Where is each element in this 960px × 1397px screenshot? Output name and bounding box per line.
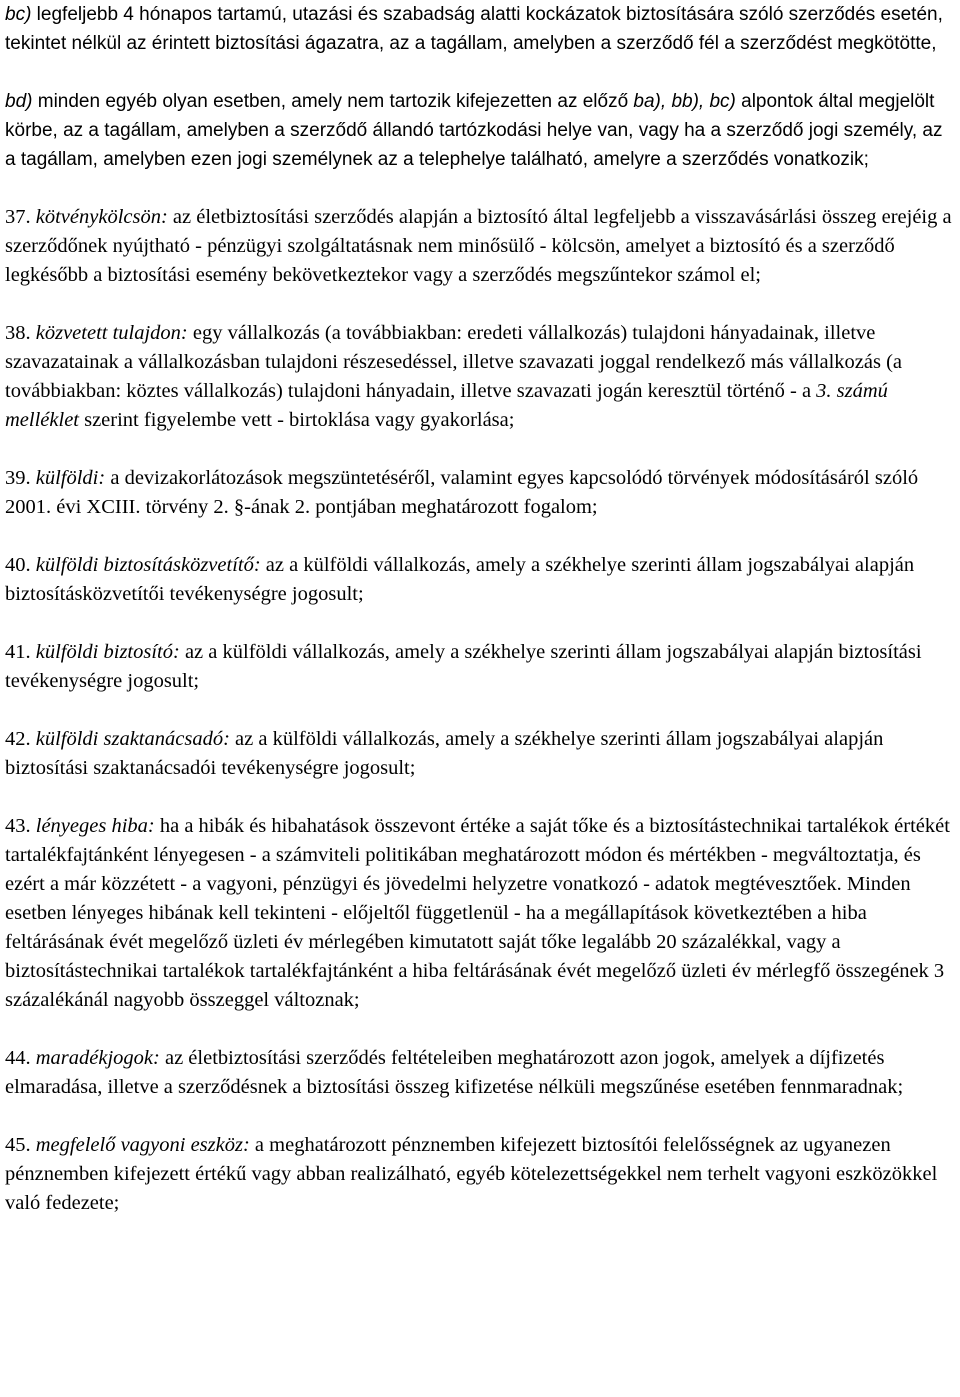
definition-term: maradékjogok: xyxy=(35,1047,160,1069)
definition-number: 39. xyxy=(5,467,36,489)
definition-text: az a külföldi vállalkozás, amely a székhelye szerinti állam jogszabályai alapján biztosítási tevékenységre jogosult; xyxy=(5,641,922,692)
definition-number: 42. xyxy=(5,728,36,750)
definition-37 xyxy=(5,203,955,290)
item-marker: bc) xyxy=(5,4,32,25)
definition-term: lényeges hiba: xyxy=(35,815,155,837)
definition-number: 38. xyxy=(5,322,36,344)
definition-number: 45. xyxy=(5,1134,36,1156)
definition-text: szerint figyelembe vett - birtoklása vagy gyakorlása; xyxy=(78,409,515,431)
definition-text: a devizakorlátozások megszüntetéséről, valamint egyes kapcsolódó törvények módosításáról szóló 2001. évi XCIII. törvény 2. §-ának 2. pontjában meghatározott fogalom; xyxy=(5,467,919,518)
definition-number: 37. xyxy=(5,206,36,228)
definition-number: 44. xyxy=(5,1047,36,1069)
definition-number: 43. xyxy=(5,815,36,837)
definition-term: közvetett tulajdon: xyxy=(35,322,188,344)
definition-text: az a külföldi vállalkozás, amely a székhelye szerinti állam jogszabályai alapján biztosítási szaktanácsadói tevékenységre jogosult; xyxy=(5,728,884,779)
definition-term: külföldi szaktanácsadó: xyxy=(35,728,230,750)
definition-text: az életbiztosítási szerződés alapján a biztosító által legfeljebb a visszavásárlási összeg erejéig a szerződőnek nyújtható - pénzügyi szolgáltatásnak nem minősülő - kölcsön, amelyet a biztosító és a szerződő legkésőbb a biztosítási esemény bekövetkeztekor vagy a szerződés megszűntekor számol el; xyxy=(5,206,952,286)
paragraph-bc xyxy=(5,0,955,58)
definition-41 xyxy=(5,638,955,696)
paragraph-bd xyxy=(5,87,955,174)
definition-39 xyxy=(5,464,955,522)
definition-number: 40. xyxy=(5,554,36,576)
definition-text: az a külföldi vállalkozás, amely a székhelye szerinti állam jogszabályai alapján biztosításközvetítői tevékenységre jogosult; xyxy=(5,554,915,605)
item-reference: ba), bb), bc) xyxy=(633,91,736,112)
definition-text: ha a hibák és hibahatások összevont értéke a saját tőke és a biztosítástechnikai tartalékok értékét tartalékfajtánként lényegesen - a számviteli politikában meghatározott módon és mértékben - megváltoztatja, és ezért a már közzétett - a vagyoni, pénzügyi és jövedelmi helyzetre vonatkozó - adatok megtévesztőek. Minden esetben lényeges hibának kell tekinteni - előjeltől függetlenül - ha a megállapítások következtében a hiba feltárásának évét megelőző üzleti év mérlegében kimutatott saját tőke legalább 20 százalékkal, vagy a biztosítástechnikai tartalékok tartalékfajtánként a hiba feltárásának évét megelőző üzleti év mérlegfő összegének 3 százalékánál nagyobb összeggel változnak; xyxy=(5,815,950,1011)
definition-text: a meghatározott pénznemben kifejezett biztosítói felelősségnek az ugyanezen pénznemben kifejezett értékű vagy abban realizálható, egyéb kötelezettségekkel nem terhelt vagyoni eszközökkel való fedezete; xyxy=(5,1134,938,1214)
paragraph-text: minden egyéb olyan esetben, amely nem tartozik kifejezetten az előző xyxy=(32,91,634,112)
definition-42 xyxy=(5,725,955,783)
definition-45 xyxy=(5,1131,955,1218)
definition-text: az életbiztosítási szerződés feltételeiben meghatározott azon jogok, amelyek a díjfizetés elmaradása, illetve a szerződésnek a biztosítási összeg kifizetése nélküli megszűnése esetében fennmaradnak; xyxy=(5,1047,904,1098)
paragraph-text: alpontok által megjelölt körbe, az a tagállam, amelyben a szerződő állandó tartózkodási helye van, vagy ha a szerződő jogi személy, az a tagállam, amelyben ezen jogi személynek az a telephelye található, amelyre a szerződés vonatkozik; xyxy=(5,91,943,170)
definition-43 xyxy=(5,812,955,1015)
definition-term: külföldi: xyxy=(35,467,106,489)
definition-40 xyxy=(5,551,955,609)
definition-term: külföldi biztosításközvetítő: xyxy=(35,554,261,576)
definition-term: kötvénykölcsön: xyxy=(35,206,168,228)
document-page xyxy=(5,0,955,1218)
item-marker: bd) xyxy=(5,91,33,112)
definition-number: 41. xyxy=(5,641,36,663)
definition-term: külföldi biztosító: xyxy=(35,641,180,663)
annex-reference: 3. számú melléklet xyxy=(5,380,888,431)
definition-44 xyxy=(5,1044,955,1102)
definition-term: megfelelő vagyoni eszköz: xyxy=(35,1134,250,1156)
definition-38 xyxy=(5,319,955,435)
definition-text: egy vállalkozás (a továbbiakban: eredeti vállalkozás) tulajdoni hányadainak, illetve szavazatainak a vállalkozásban tulajdoni részesedéssel, illetve szavazati joggal rendelkező más vállalkozás (a továbbiakban: köztes vállalkozás) tulajdoni hányadain, illetve szavazati jogán keresztül történő - a xyxy=(5,322,903,402)
paragraph-text: legfeljebb 4 hónapos tartamú, utazási és szabadság alatti kockázatok biztosítására szóló szerződés esetén, tekintet nélkül az érintett biztosítási ágazatra, az a tagállam, amelyben a szerződő fél a szerződést megkötötte, xyxy=(5,4,943,54)
